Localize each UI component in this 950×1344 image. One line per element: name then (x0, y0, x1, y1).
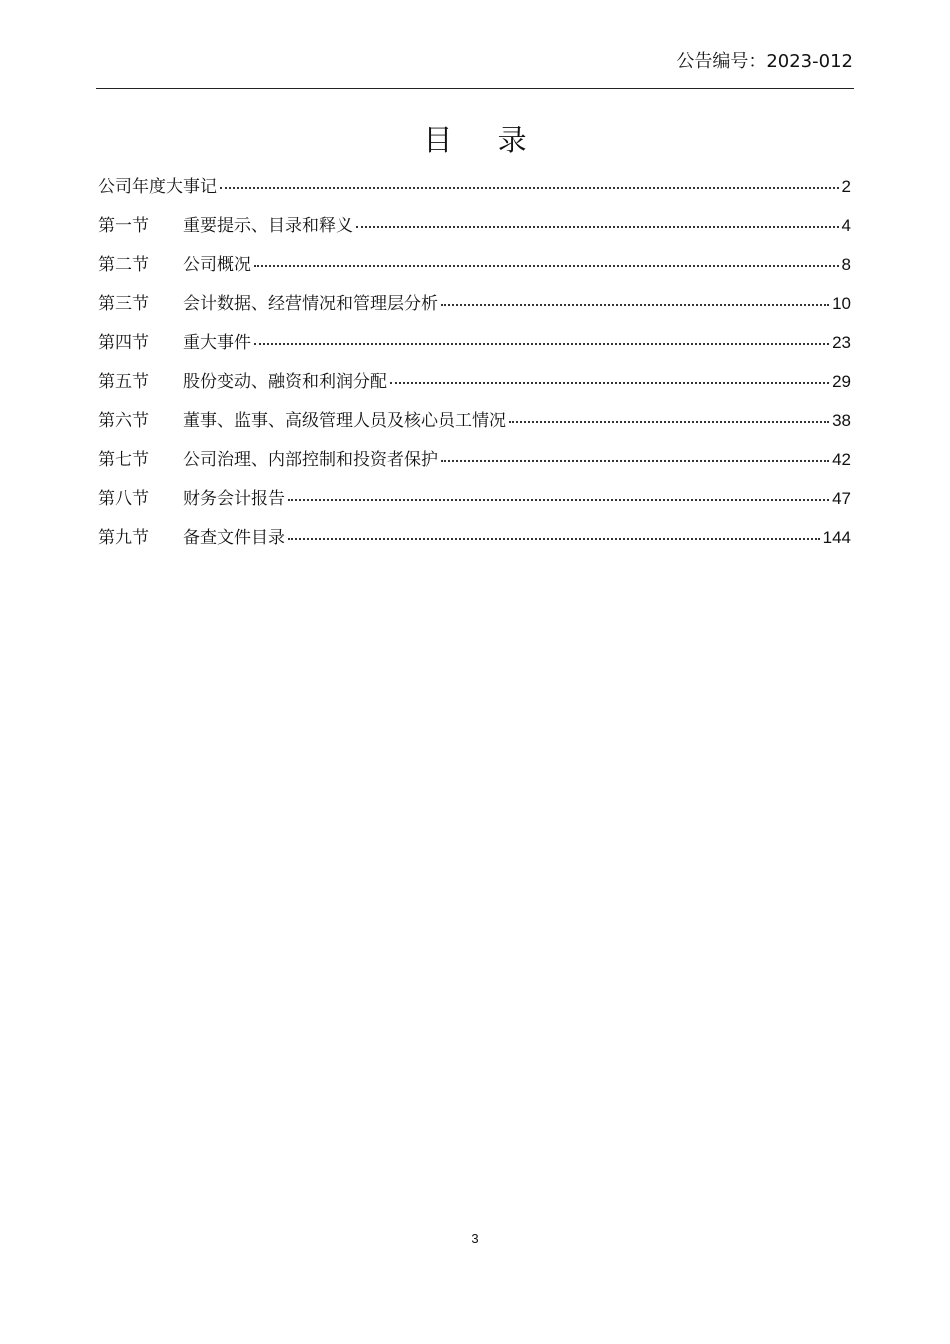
toc-entry-section-4[interactable] (98, 331, 851, 370)
dot-leader (220, 187, 839, 189)
dot-leader (288, 499, 829, 501)
toc-entry-text: 公司年度大事记 (98, 177, 217, 197)
toc-entry-page: 38 (832, 411, 851, 430)
toc-entry-page: 42 (832, 450, 851, 469)
toc-section-label: 第三节 (98, 294, 149, 314)
toc-entry-text: 备查文件目录 (183, 528, 285, 548)
dot-leader (254, 265, 839, 267)
toc-section-label: 第五节 (98, 372, 149, 392)
toc-section-label: 第七节 (98, 450, 149, 470)
toc-entry-page: 47 (832, 489, 851, 508)
toc-entry-text: 公司概况 (183, 255, 251, 275)
toc-entry-events[interactable] (98, 175, 851, 214)
toc-entry-page: 8 (841, 255, 851, 274)
toc-entry-text: 董事、监事、高级管理人员及核心员工情况 (183, 411, 506, 431)
page-number: 3 (471, 1231, 479, 1246)
toc-entry-text: 会计数据、经营情况和管理层分析 (183, 294, 438, 314)
toc-entry-section-9[interactable] (98, 526, 851, 565)
announcement-number: 公告编号：2023-012 (676, 51, 853, 72)
header-divider (96, 88, 854, 89)
toc-entry-page: 10 (832, 294, 851, 313)
toc-section-label: 第二节 (98, 255, 149, 275)
toc-entry-page: 29 (832, 372, 851, 391)
toc-section-label: 第八节 (98, 489, 149, 509)
toc-entry-page: 144 (822, 528, 851, 547)
dot-leader (390, 382, 829, 384)
dot-leader (288, 538, 820, 540)
toc-entry-text: 重大事件 (183, 333, 251, 353)
dot-leader (509, 421, 829, 423)
toc-section-label: 第六节 (98, 411, 149, 431)
toc-entry-page: 2 (841, 177, 851, 196)
table-of-contents (98, 175, 851, 565)
toc-entry-section-6[interactable] (98, 409, 851, 448)
toc-entry-section-8[interactable] (98, 487, 851, 526)
toc-section-label: 第一节 (98, 216, 149, 236)
toc-entry-page: 23 (832, 333, 851, 352)
toc-entry-text: 公司治理、内部控制和投资者保护 (183, 450, 438, 470)
toc-entry-text: 股份变动、融资和利润分配 (183, 372, 387, 392)
dot-leader (254, 343, 829, 345)
dot-leader (441, 460, 829, 462)
toc-entry-section-5[interactable] (98, 370, 851, 409)
toc-title: 目 录 (423, 123, 545, 157)
toc-entry-section-3[interactable] (98, 292, 851, 331)
toc-entry-section-7[interactable] (98, 448, 851, 487)
toc-entry-text: 财务会计报告 (183, 489, 285, 509)
toc-entry-text: 重要提示、目录和释义 (183, 216, 353, 236)
toc-section-label: 第四节 (98, 333, 149, 353)
dot-leader (356, 226, 839, 228)
toc-section-label: 第九节 (98, 528, 149, 548)
toc-entry-page: 4 (841, 216, 851, 235)
toc-entry-section-1[interactable] (98, 214, 851, 253)
toc-entry-section-2[interactable] (98, 253, 851, 292)
dot-leader (441, 304, 829, 306)
